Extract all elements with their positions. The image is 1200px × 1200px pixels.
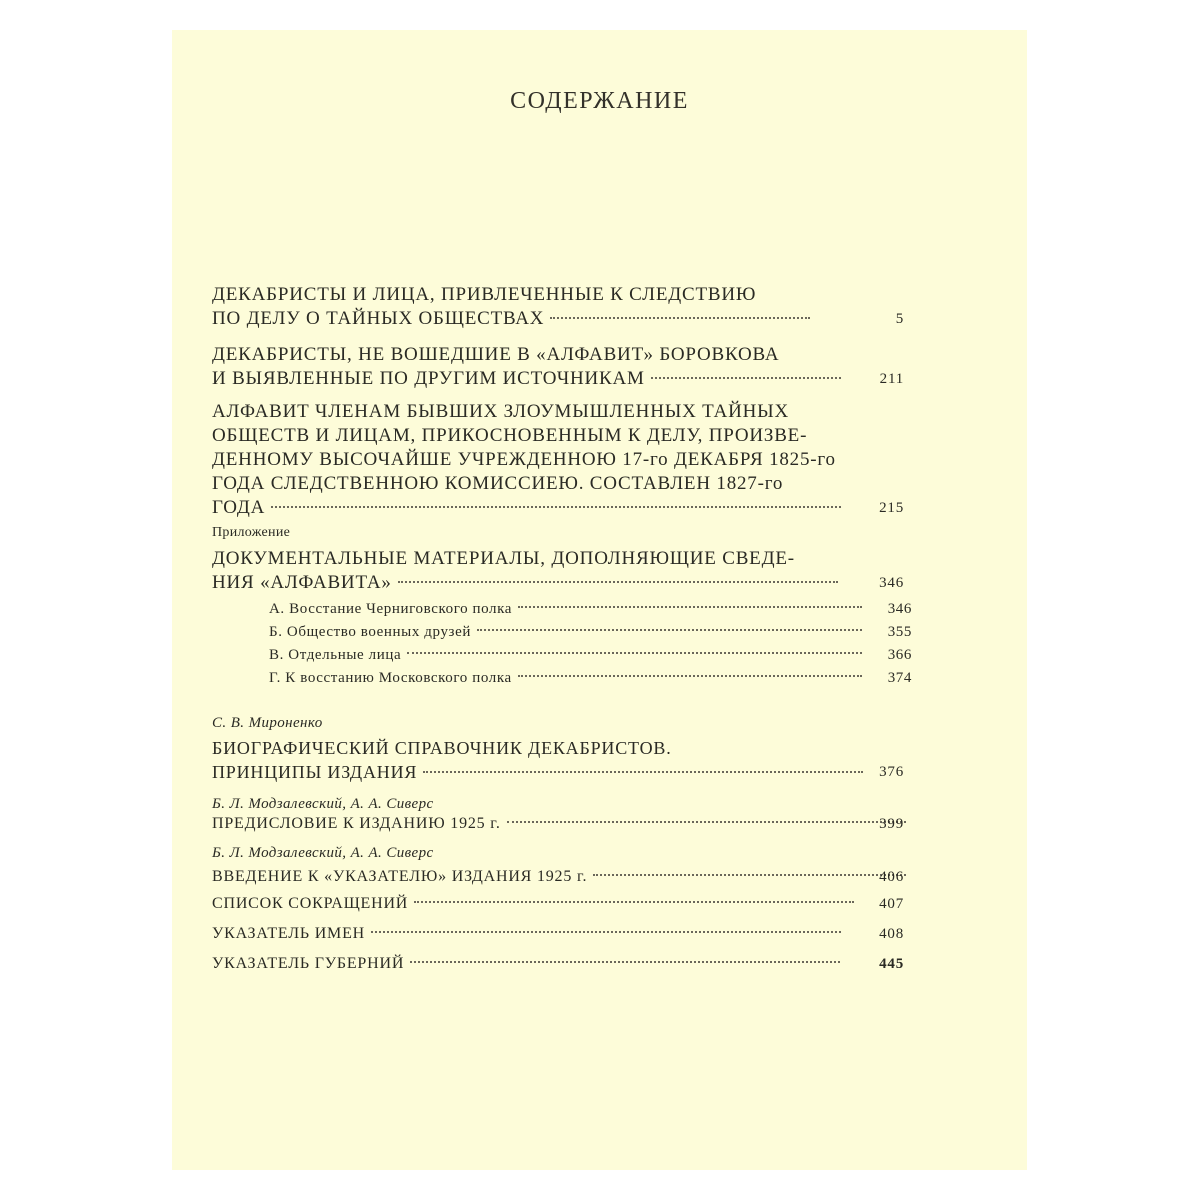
toc-entry-line: ДЕННОМУ ВЫСОЧАЙШЕ УЧРЕЖДЕННОЮ 17-го ДЕКАБРЯ 1825-го xyxy=(212,449,836,470)
toc-entry xyxy=(212,892,912,916)
author-name: С. В. Мироненко xyxy=(212,715,323,731)
page-title: СОДЕРЖАНИЕ xyxy=(510,88,689,114)
toc-subentry xyxy=(269,644,912,666)
dot-leader xyxy=(407,652,862,654)
toc-entry-line: СПИСОК СОКРАЩЕНИЙ xyxy=(212,895,409,912)
table-of-contents xyxy=(172,30,1027,1170)
toc-entry xyxy=(212,736,912,784)
toc-subentry-text: Б. Общество военных друзей xyxy=(269,624,471,640)
toc-subentry xyxy=(269,621,912,643)
toc-subentry-text: В. Отдельные лица xyxy=(269,647,402,663)
page-number: 408 xyxy=(879,926,904,942)
toc-entry-line: НИЯ «АЛФАВИТА» xyxy=(212,572,392,593)
toc-entry-line: БИОГРАФИЧЕСКИЙ СПРАВОЧНИК ДЕКАБРИСТОВ. xyxy=(212,738,672,758)
toc-entry xyxy=(212,812,912,836)
toc-entry-line: ОБЩЕСТВ И ЛИЦАМ, ПРИКОСНОВЕННЫМ К ДЕЛУ, ПРОИЗВЕ- xyxy=(212,425,808,446)
toc-entry xyxy=(212,922,912,946)
dot-leader xyxy=(518,606,862,608)
dot-leader xyxy=(410,961,840,963)
page-number: 346 xyxy=(879,575,904,591)
toc-entry-line: АЛФАВИТ ЧЛЕНАМ БЫВШИХ ЗЛОУМЫШЛЕННЫХ ТАЙНЫХ xyxy=(212,401,790,422)
dot-leader xyxy=(271,506,841,508)
page-number: 215 xyxy=(879,500,904,516)
author-name: Б. Л. Модзалевский, А. А. Сиверс xyxy=(212,845,434,861)
toc-entry xyxy=(212,952,912,976)
dot-leader xyxy=(550,317,810,319)
dot-leader xyxy=(518,675,862,677)
toc-entry xyxy=(212,400,912,520)
dot-leader xyxy=(507,821,906,823)
toc-entry-line: УКАЗАТЕЛЬ ИМЕН xyxy=(212,925,366,942)
toc-entry-line: ГОДА xyxy=(212,497,266,518)
page-number: 366 xyxy=(887,647,912,663)
toc-entry-line: ГОДА СЛЕДСТВЕННОЮ КОМИССИЕЮ. СОСТАВЛЕН 1827-го xyxy=(212,473,784,494)
toc-entry-line: И ВЫЯВЛЕННЫЕ ПО ДРУГИМ ИСТОЧНИКАМ xyxy=(212,368,645,389)
page-number: 211 xyxy=(879,371,904,387)
toc-entry-line: ВВЕДЕНИЕ К «УКАЗАТЕЛЮ» ИЗДАНИЯ 1925 г. xyxy=(212,868,588,885)
toc-subentry xyxy=(269,667,912,689)
page-number: 346 xyxy=(887,601,912,617)
toc-entry xyxy=(212,547,912,595)
page-number: 399 xyxy=(879,816,904,832)
page-number: 445 xyxy=(879,956,904,972)
dot-leader xyxy=(371,931,841,933)
page-number: 407 xyxy=(879,896,904,912)
toc-entry-line: ПРИНЦИПЫ ИЗДАНИЯ xyxy=(212,762,418,782)
toc-entry xyxy=(212,343,912,391)
toc-subentry xyxy=(269,598,912,620)
toc-entry xyxy=(212,865,912,889)
toc-entry-line: УКАЗАТЕЛЬ ГУБЕРНИЙ xyxy=(212,955,405,972)
toc-entry-line: ПРЕДИСЛОВИЕ К ИЗДАНИЮ 1925 г. xyxy=(212,815,501,832)
toc-entry xyxy=(212,283,912,331)
page-number: 376 xyxy=(879,764,904,780)
toc-entry-line: ПО ДЕЛУ О ТАЙНЫХ ОБЩЕСТВАХ xyxy=(212,308,545,329)
page-number: 355 xyxy=(887,624,912,640)
author-name: Б. Л. Модзалевский, А. А. Сиверс xyxy=(212,796,434,812)
dot-leader xyxy=(398,581,838,583)
page-number: 406 xyxy=(879,869,904,885)
page-number: 5 xyxy=(895,311,904,327)
toc-entry-line: ДЕКАБРИСТЫ И ЛИЦА, ПРИВЛЕЧЕННЫЕ К СЛЕДСТВИЮ xyxy=(212,284,757,305)
appendix-label: Приложение xyxy=(212,525,291,540)
toc-subentry-text: А. Восстание Черниговского полка xyxy=(269,601,513,617)
toc-entry-line: ДОКУМЕНТАЛЬНЫЕ МАТЕРИАЛЫ, ДОПОЛНЯЮЩИЕ СВЕДЕ- xyxy=(212,548,795,569)
dot-leader xyxy=(477,629,862,631)
page-number: 374 xyxy=(887,670,912,686)
dot-leader xyxy=(423,771,863,773)
dot-leader xyxy=(651,377,841,379)
toc-subentry-text: Г. К восстанию Московского полка xyxy=(269,670,512,686)
dot-leader xyxy=(414,901,854,903)
toc-entry-line: ДЕКАБРИСТЫ, НЕ ВОШЕДШИЕ В «АЛФАВИТ» БОРОВКОВА xyxy=(212,344,780,365)
book-page xyxy=(172,30,1027,1170)
